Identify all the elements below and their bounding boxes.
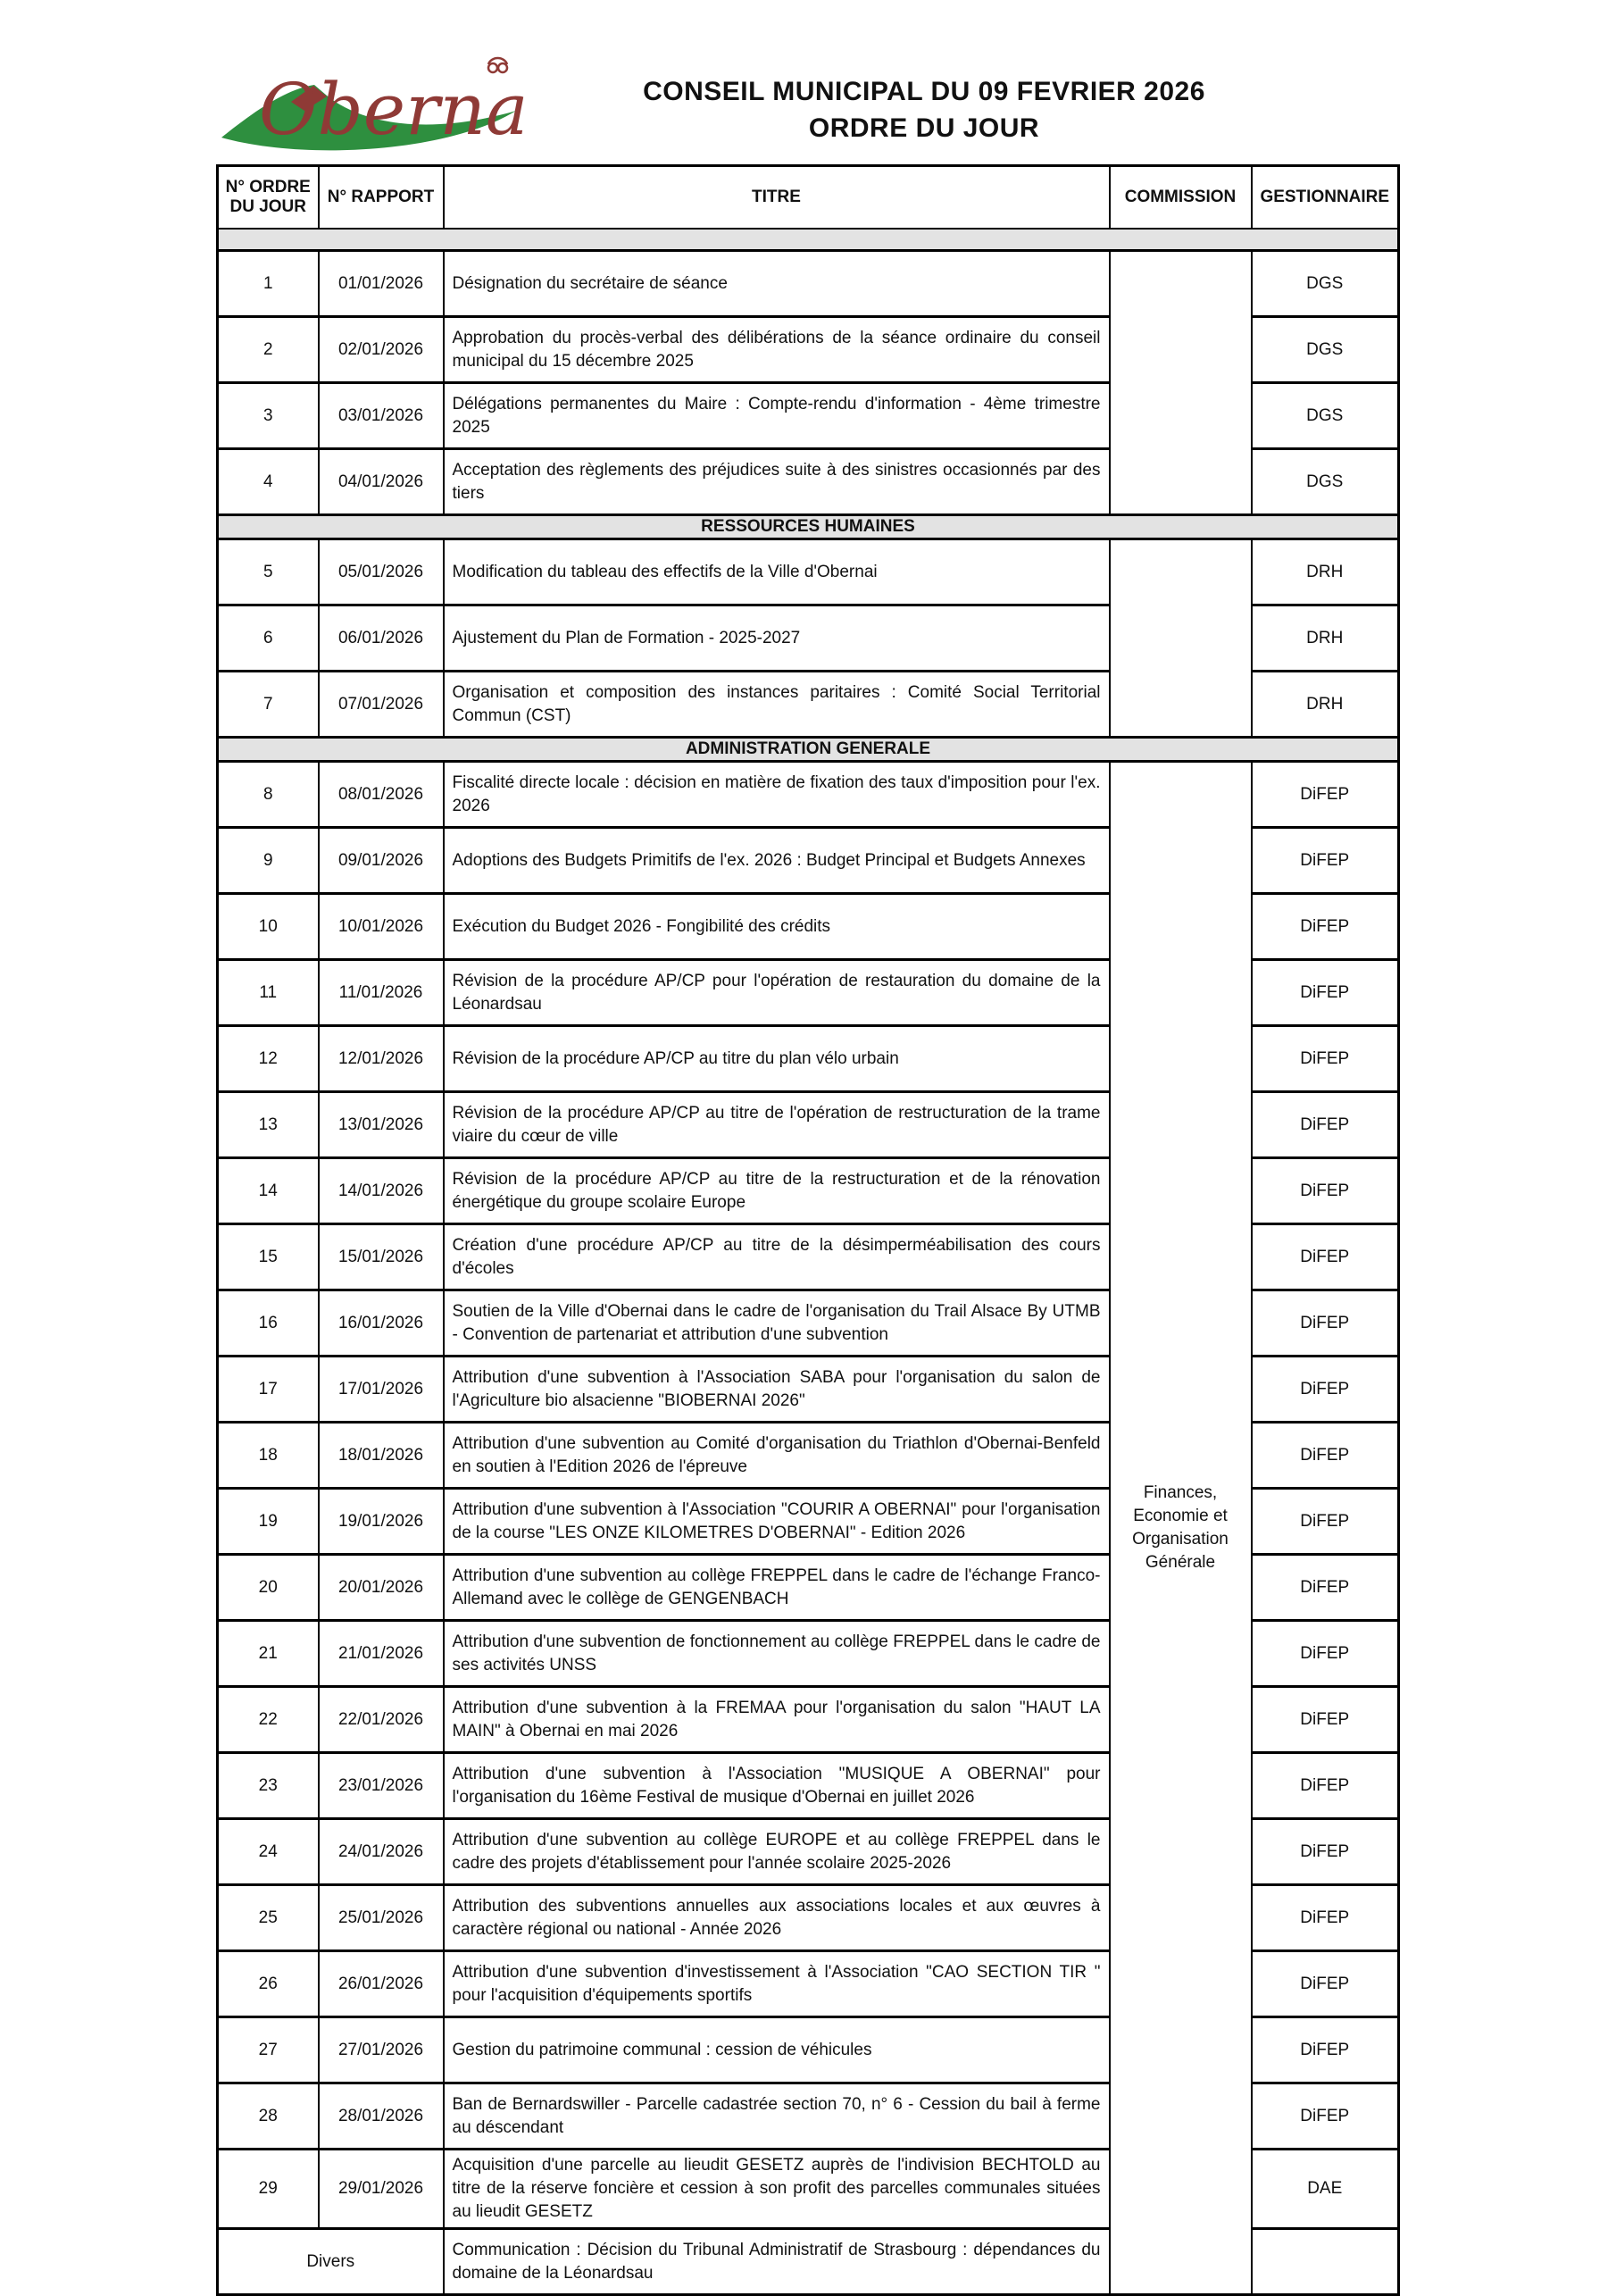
gestionnaire-cell: DiFEP <box>1252 1687 1399 1753</box>
report-number: 24/01/2026 <box>319 1819 444 1885</box>
order-number: 17 <box>218 1357 319 1423</box>
item-title: Attribution d'une subvention à l'Association "COURIR A OBERNAI" pour l'organisation de la course "LES ONZE KILOMETRES D'OBERNAI" - Edition 2026 <box>444 1489 1110 1555</box>
item-title: Attribution d'une subvention au collège FREPPEL dans le cadre de l'échange Franco-Allemand avec le collège de GENGENBACH <box>444 1555 1110 1621</box>
report-number: 17/01/2026 <box>319 1357 444 1423</box>
gestionnaire-cell: DGS <box>1252 383 1399 449</box>
gestionnaire-cell: DRH <box>1252 539 1399 605</box>
gestionnaire-cell: DiFEP <box>1252 1621 1399 1687</box>
report-number: 12/01/2026 <box>319 1026 444 1092</box>
item-title: Révision de la procédure AP/CP pour l'opération de restauration du domaine de la Léonardsau <box>444 960 1110 1026</box>
order-number: 28 <box>218 2083 319 2150</box>
gestionnaire-cell: DGS <box>1252 449 1399 515</box>
commission-cell <box>1110 539 1252 738</box>
report-number: 18/01/2026 <box>319 1423 444 1489</box>
report-number: 03/01/2026 <box>319 383 444 449</box>
report-number: 22/01/2026 <box>319 1687 444 1753</box>
item-title: Attribution des subventions annuelles aux associations locales et aux œuvres à caractère régional ou national - Année 2026 <box>444 1885 1110 1951</box>
agenda-table <box>216 164 1400 2296</box>
report-number: 21/01/2026 <box>319 1621 444 1687</box>
column-header-num-ordre: N° ORDRE DU JOUR <box>218 166 319 230</box>
gestionnaire-cell: DiFEP <box>1252 2017 1399 2083</box>
item-title: Révision de la procédure AP/CP au titre du plan vélo urbain <box>444 1026 1110 1092</box>
order-number: 5 <box>218 539 319 605</box>
gestionnaire-cell: DGS <box>1252 317 1399 383</box>
gestionnaire-cell: DiFEP <box>1252 1158 1399 1224</box>
report-number: 01/01/2026 <box>319 251 444 317</box>
gestionnaire-cell: DAE <box>1252 2150 1399 2229</box>
order-number: 8 <box>218 762 319 828</box>
item-title: Organisation et composition des instances paritaires : Comité Social Territorial Commun (CST) <box>444 672 1110 738</box>
report-number: 04/01/2026 <box>319 449 444 515</box>
report-number: 10/01/2026 <box>319 894 444 960</box>
gestionnaire-cell: DiFEP <box>1252 1885 1399 1951</box>
document-title <box>554 73 1295 146</box>
order-number: 6 <box>218 605 319 672</box>
title-line-2: ORDRE DU JOUR <box>808 113 1040 143</box>
agenda-row <box>218 539 1399 605</box>
gestionnaire-cell: DiFEP <box>1252 1357 1399 1423</box>
order-number: 3 <box>218 383 319 449</box>
column-header-num-rapport: N° RAPPORT <box>319 166 444 230</box>
item-title: Adoptions des Budgets Primitifs de l'ex. 2026 : Budget Principal et Budgets Annexes <box>444 828 1110 894</box>
divers-label: Divers <box>218 2229 444 2295</box>
item-title: Attribution d'une subvention d'investissement à l'Association "CAO SECTION TIR " pour l'acquisition d'équipements sportifs <box>444 1951 1110 2017</box>
order-number: 27 <box>218 2017 319 2083</box>
report-number: 19/01/2026 <box>319 1489 444 1555</box>
report-number: 23/01/2026 <box>319 1753 444 1819</box>
item-title: Ban de Bernardswiller - Parcelle cadastrée section 70, n° 6 - Cession du bail à ferme au déscendant <box>444 2083 1110 2150</box>
column-header-titre: TITRE <box>444 166 1110 230</box>
gestionnaire-cell: DiFEP <box>1252 894 1399 960</box>
order-number: 12 <box>218 1026 319 1092</box>
agenda-table-body <box>218 229 1399 2295</box>
gestionnaire-cell: DiFEP <box>1252 960 1399 1026</box>
order-number: 15 <box>218 1224 319 1290</box>
order-number: 10 <box>218 894 319 960</box>
item-title: Attribution d'une subvention à l'Association "MUSIQUE A OBERNAI" pour l'organisation du 16ème Festival de musique d'Obernai en juillet 2026 <box>444 1753 1110 1819</box>
item-title: Révision de la procédure AP/CP au titre de la restructuration et de la rénovation énergétique du groupe scolaire Europe <box>444 1158 1110 1224</box>
report-number: 02/01/2026 <box>319 317 444 383</box>
gestionnaire-cell: DiFEP <box>1252 1753 1399 1819</box>
column-header-commission: COMMISSION <box>1110 166 1252 230</box>
section-header: ADMINISTRATION GENERALE <box>218 738 1399 762</box>
gestionnaire-cell: DRH <box>1252 605 1399 672</box>
report-number: 06/01/2026 <box>319 605 444 672</box>
obernai-logo-graphic <box>218 45 526 161</box>
gestionnaire-cell: DiFEP <box>1252 1423 1399 1489</box>
item-title: Attribution d'une subvention au Comité d'organisation du Triathlon d'Obernai-Benfeld en soutien à l'Edition 2026 de l'épreuve <box>444 1423 1110 1489</box>
report-number: 16/01/2026 <box>319 1290 444 1357</box>
header-row <box>218 166 1399 230</box>
report-number: 29/01/2026 <box>319 2150 444 2229</box>
item-title: Communication : Décision du Tribunal Administratif de Strasbourg : dépendances du domaine de la Léonardsau <box>444 2229 1110 2295</box>
report-number: 07/01/2026 <box>319 672 444 738</box>
report-number: 09/01/2026 <box>319 828 444 894</box>
commission-cell <box>1110 251 1252 515</box>
gestionnaire-cell <box>1252 2229 1399 2295</box>
report-number: 27/01/2026 <box>319 2017 444 2083</box>
item-title: Exécution du Budget 2026 - Fongibilité des crédits <box>444 894 1110 960</box>
gestionnaire-cell: DiFEP <box>1252 2083 1399 2150</box>
gestionnaire-cell: DiFEP <box>1252 1951 1399 2017</box>
agenda-row <box>218 762 1399 828</box>
column-header-gestionnaire: GESTIONNAIRE <box>1252 166 1399 230</box>
section-band-row <box>218 738 1399 762</box>
item-title: Attribution d'une subvention à l'Association SABA pour l'organisation du salon de l'Agriculture bio alsacienne "BIOBERNAI 2026" <box>444 1357 1110 1423</box>
order-number: 22 <box>218 1687 319 1753</box>
order-number: 9 <box>218 828 319 894</box>
order-number: 2 <box>218 317 319 383</box>
item-title: Fiscalité directe locale : décision en matière de fixation des taux d'imposition pour l'ex. 2026 <box>444 762 1110 828</box>
item-title: Soutien de la Ville d'Obernai dans le cadre de l'organisation du Trail Alsace By UTMB - Convention de partenariat et attribution d'une subvention <box>444 1290 1110 1357</box>
order-number: 19 <box>218 1489 319 1555</box>
gestionnaire-cell: DiFEP <box>1252 1290 1399 1357</box>
item-title: Création d'une procédure AP/CP au titre de la désimperméabilisation des cours d'écoles <box>444 1224 1110 1290</box>
item-title: Approbation du procès-verbal des délibérations de la séance ordinaire du conseil municipal du 15 décembre 2025 <box>444 317 1110 383</box>
item-title: Acquisition d'une parcelle au lieudit GESETZ auprès de l'indivision BECHTOLD au titre de la réserve foncière et cession à son profit des parcelles communales situées au lieudit GESETZ <box>444 2150 1110 2229</box>
spacer-band-row <box>218 229 1399 251</box>
order-number: 14 <box>218 1158 319 1224</box>
gestionnaire-cell: DRH <box>1252 672 1399 738</box>
order-number: 23 <box>218 1753 319 1819</box>
order-number: 25 <box>218 1885 319 1951</box>
order-number: 13 <box>218 1092 319 1158</box>
report-number: 13/01/2026 <box>319 1092 444 1158</box>
item-title: Révision de la procédure AP/CP au titre de l'opération de restructuration de la trame viaire du cœur de ville <box>444 1092 1110 1158</box>
item-title: Acceptation des règlements des préjudices suite à des sinistres occasionnés par des tiers <box>444 449 1110 515</box>
order-number: 20 <box>218 1555 319 1621</box>
order-number: 4 <box>218 449 319 515</box>
gestionnaire-cell: DiFEP <box>1252 1819 1399 1885</box>
gestionnaire-cell: DGS <box>1252 251 1399 317</box>
item-title: Délégations permanentes du Maire : Compte-rendu d'information - 4ème trimestre 2025 <box>444 383 1110 449</box>
report-number: 05/01/2026 <box>319 539 444 605</box>
report-number: 11/01/2026 <box>319 960 444 1026</box>
item-title: Désignation du secrétaire de séance <box>444 251 1110 317</box>
gestionnaire-cell: DiFEP <box>1252 762 1399 828</box>
order-number: 21 <box>218 1621 319 1687</box>
report-number: 26/01/2026 <box>319 1951 444 2017</box>
item-title: Attribution d'une subvention à la FREMAA pour l'organisation du salon "HAUT LA MAIN" à Obernai en mai 2026 <box>444 1687 1110 1753</box>
order-number: 1 <box>218 251 319 317</box>
obernai-logo <box>218 45 526 161</box>
order-number: 29 <box>218 2150 319 2229</box>
order-number: 18 <box>218 1423 319 1489</box>
report-number: 15/01/2026 <box>319 1224 444 1290</box>
report-number: 14/01/2026 <box>319 1158 444 1224</box>
report-number: 08/01/2026 <box>319 762 444 828</box>
logo-wordmark: Obernai <box>259 68 526 151</box>
item-title: Attribution d'une subvention de fonctionnement au collège FREPPEL dans le cadre de ses activités UNSS <box>444 1621 1110 1687</box>
report-number: 20/01/2026 <box>319 1555 444 1621</box>
spacer-band <box>218 229 1399 251</box>
report-number: 25/01/2026 <box>319 1885 444 1951</box>
item-title: Modification du tableau des effectifs de la Ville d'Obernai <box>444 539 1110 605</box>
item-title: Gestion du patrimoine communal : cession de véhicules <box>444 2017 1110 2083</box>
order-number: 16 <box>218 1290 319 1357</box>
order-number: 11 <box>218 960 319 1026</box>
gestionnaire-cell: DiFEP <box>1252 828 1399 894</box>
report-number: 28/01/2026 <box>319 2083 444 2150</box>
order-number: 24 <box>218 1819 319 1885</box>
gestionnaire-cell: DiFEP <box>1252 1555 1399 1621</box>
agenda-row <box>218 251 1399 317</box>
item-title: Ajustement du Plan de Formation - 2025-2027 <box>444 605 1110 672</box>
section-band-row <box>218 515 1399 539</box>
gestionnaire-cell: DiFEP <box>1252 1224 1399 1290</box>
item-title: Attribution d'une subvention au collège EUROPE et au collège FREPPEL dans le cadre des projets d'établissement pour l'année scolaire 2025-2026 <box>444 1819 1110 1885</box>
gestionnaire-cell: DiFEP <box>1252 1092 1399 1158</box>
order-number: 7 <box>218 672 319 738</box>
title-line-1: CONSEIL MUNICIPAL DU 09 FEVRIER 2026 <box>643 77 1205 106</box>
commission-cell: Finances, Economie et Organisation Générale <box>1110 762 1252 2295</box>
section-header: RESSOURCES HUMAINES <box>218 515 1399 539</box>
gestionnaire-cell: DiFEP <box>1252 1026 1399 1092</box>
gestionnaire-cell: DiFEP <box>1252 1489 1399 1555</box>
order-number: 26 <box>218 1951 319 2017</box>
